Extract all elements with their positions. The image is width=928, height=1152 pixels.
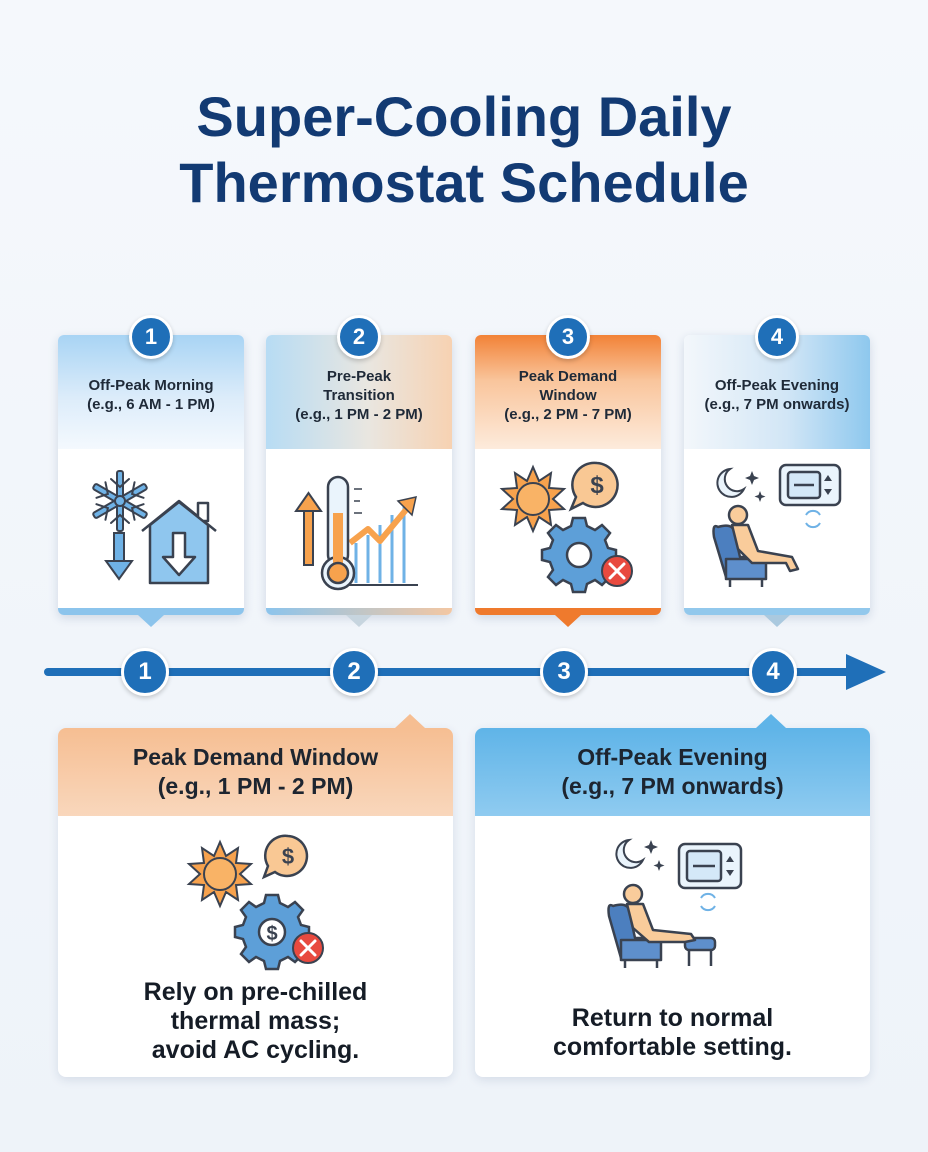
svg-text:$: $ <box>590 472 604 499</box>
detail-evening-description <box>475 1004 870 1062</box>
step-4-label-line-2: (e.g., 7 PM onwards) <box>704 396 850 413</box>
page-title <box>0 84 928 216</box>
step-card-4-body <box>684 449 870 605</box>
timeline-node-2: 2 <box>330 648 378 696</box>
step-card-1-pointer <box>138 615 164 627</box>
step-2-label-line-1: Pre-Peak <box>326 367 392 385</box>
step-card-3-pointer <box>555 615 581 627</box>
step-card-2-footer <box>266 608 452 615</box>
step-card-1-body <box>58 449 244 605</box>
step-card-3-body <box>475 449 661 605</box>
timeline <box>0 640 928 700</box>
step-card-4-footer <box>684 608 870 615</box>
step-3-badge: 3 <box>546 315 590 359</box>
timeline-arrow-head-icon <box>846 654 886 690</box>
step-card-3-header <box>475 324 661 449</box>
step-card-4 <box>684 324 870 615</box>
step-1-label-line-1: Off-Peak Morning <box>88 377 214 394</box>
step-1-badge: 1 <box>129 315 173 359</box>
detail-evening-description-line-2: comfortable setting. <box>553 1033 792 1061</box>
detail-card-peak-header <box>58 728 453 816</box>
detail-evening-subtitle: (e.g., 7 PM onwards) <box>561 773 784 799</box>
timeline-node-3: 3 <box>540 648 588 696</box>
step-3-label-line-3: (e.g., 2 PM - 7 PM) <box>504 405 632 423</box>
page-title-line-1: Super-Cooling Daily <box>196 85 732 148</box>
detail-card-evening-header <box>475 728 870 816</box>
step-card-1 <box>58 324 244 615</box>
step-4-label-line-1: Off-Peak Evening <box>714 377 840 394</box>
step-card-2-pointer <box>346 615 372 627</box>
relaxing-thermostat-icon <box>702 459 852 595</box>
detail-evening-description-line-1: Return to normal <box>571 1004 774 1032</box>
step-card-4-pointer <box>764 615 790 627</box>
step-3-label-line-1: Peak Demand <box>518 367 618 385</box>
step-card-4-header <box>684 324 870 449</box>
detail-peak-title: Peak Demand Window <box>132 744 379 770</box>
step-card-1-footer <box>58 608 244 615</box>
relaxing-thermostat-icon <box>603 834 753 979</box>
detail-card-evening <box>475 728 870 1077</box>
detail-card-peak <box>58 728 453 1077</box>
step-1-label-line-2: (e.g., 6 AM - 1 PM) <box>87 396 215 413</box>
detail-peak-subtitle: (e.g., 1 PM - 2 PM) <box>157 773 354 799</box>
page-title-line-2: Thermostat Schedule <box>179 151 749 214</box>
step-2-label-line-3: (e.g., 1 PM - 2 PM) <box>295 405 423 423</box>
timeline-node-1: 1 <box>121 648 169 696</box>
step-card-2 <box>266 324 452 615</box>
step-card-2-header <box>266 324 452 449</box>
snowflake-house-icon <box>76 459 226 595</box>
step-3-label-line-2: Window <box>539 386 597 404</box>
detail-peak-description-line-3: avoid AC cycling. <box>151 1036 360 1064</box>
detail-peak-description-line-1: Rely on pre-chilled <box>143 978 368 1006</box>
svg-text:$: $ <box>266 923 278 945</box>
detail-card-evening-notch <box>756 714 786 728</box>
step-card-1-header <box>58 324 244 449</box>
step-2-badge: 2 <box>337 315 381 359</box>
svg-text:$: $ <box>281 844 295 869</box>
step-card-3 <box>475 324 661 615</box>
detail-evening-title: Off-Peak Evening <box>577 744 768 770</box>
detail-card-peak-notch <box>395 714 425 728</box>
step-card-3-footer <box>475 608 661 615</box>
step-4-badge: 4 <box>755 315 799 359</box>
thermometer-rising-chart-icon <box>284 459 434 595</box>
sun-cost-gear-icon <box>493 459 643 595</box>
detail-peak-description-line-2: thermal mass; <box>170 1007 341 1035</box>
detail-peak-description <box>58 978 453 1065</box>
step-2-label-line-2: Transition <box>323 386 395 404</box>
timeline-node-4: 4 <box>749 648 797 696</box>
sun-cost-gear-icon <box>184 832 334 977</box>
step-card-2-body <box>266 449 452 605</box>
